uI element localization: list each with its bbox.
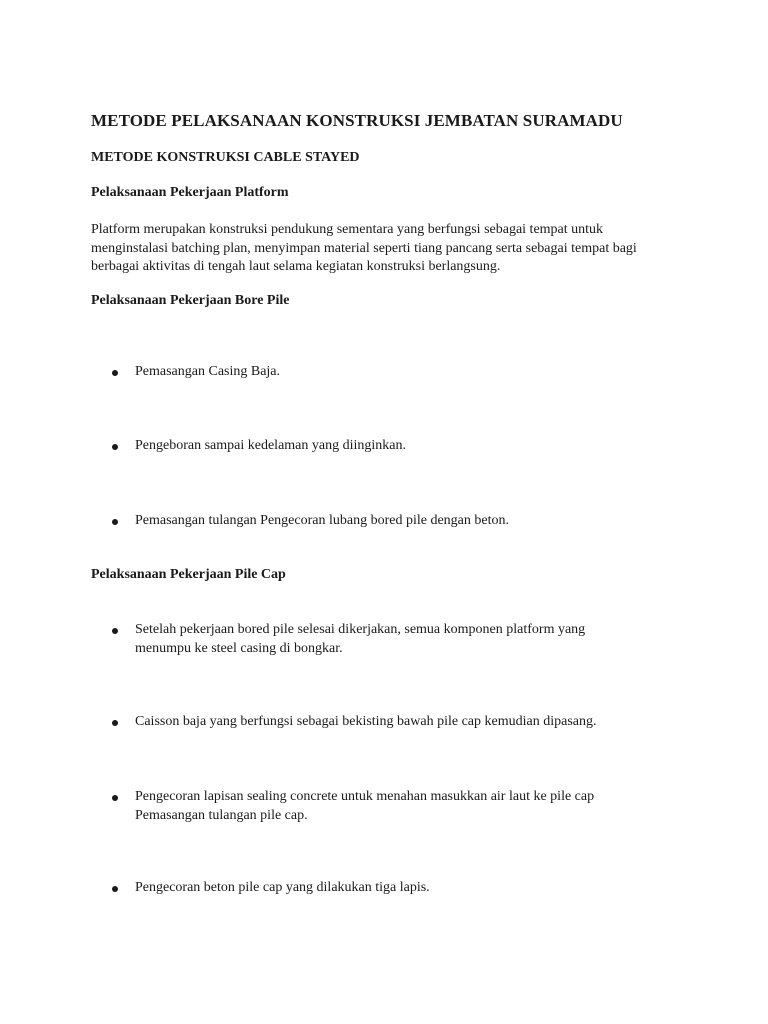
bullet-icon [112, 795, 118, 801]
document-title: METODE PELAKSANAAN KONSTRUKSI JEMBATAN SURAMADU [91, 111, 623, 130]
bullet-icon [112, 444, 118, 450]
section-heading-pile-cap: Pelaksanaan Pekerjaan Pile Cap [91, 567, 286, 582]
paragraph-line: berbagai aktivitas di tengah laut selama kegiatan konstruksi berlangsung. [91, 259, 501, 274]
bullet-icon [112, 886, 118, 892]
list-item-text: Pengeboran sampai kedelaman yang diinginkan. [135, 438, 406, 453]
bullet-icon [112, 720, 118, 726]
list-item-text: Pengecoran lapisan sealing concrete untuk menahan masukkan air laut ke pile cap [135, 789, 595, 804]
list-item-text: Pengecoran beton pile cap yang dilakukan tiga lapis. [135, 880, 430, 895]
document-subtitle: METODE KONSTRUKSI CABLE STAYED [91, 150, 360, 165]
section-heading-platform: Pelaksanaan Pekerjaan Platform [91, 185, 289, 200]
list-item-text: Pemasangan Casing Baja. [135, 364, 281, 379]
list-item-text: Caisson baja yang berfungsi sebagai bekisting bawah pile cap kemudian dipasang. [135, 714, 597, 729]
list-item-text: menumpu ke steel casing di bongkar. [135, 640, 343, 656]
platform-paragraph [91, 221, 691, 277]
paragraph-line: menginstalasi batching plan, menyimpan material seperti tiang pancang serta sebagai tempat bagi [91, 240, 637, 256]
list-item-text: Pemasangan tulangan Pengecoran lubang bored pile dengan beton. [135, 513, 509, 528]
section-heading-bore-pile: Pelaksanaan Pekerjaan Bore Pile [91, 293, 290, 308]
bullet-icon [112, 519, 118, 525]
list-item-text: Pemasangan tulangan pile cap. [135, 807, 308, 823]
list-item-text: Setelah pekerjaan bored pile selesai dikerjakan, semua komponen platform yang [135, 622, 586, 637]
paragraph-line: Platform merupakan konstruksi pendukung sementara yang berfungsi sebagai tempat untuk [91, 222, 604, 237]
bullet-icon [112, 370, 118, 376]
bullet-icon [112, 628, 118, 634]
